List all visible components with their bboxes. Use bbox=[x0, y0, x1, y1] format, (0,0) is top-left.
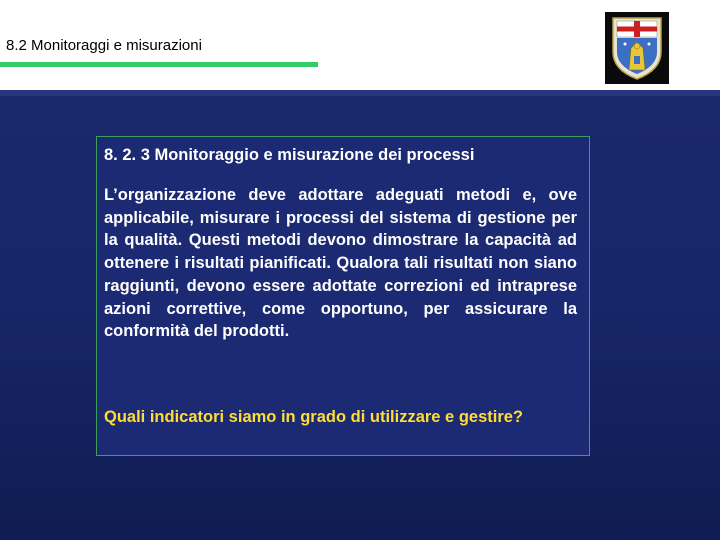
university-crest-icon bbox=[605, 12, 669, 84]
section-heading: 8. 2. 3 Monitoraggio e misurazione dei processi bbox=[104, 146, 475, 164]
title-underline bbox=[0, 62, 318, 67]
body-paragraph: L’organizzazione deve adottare adeguati metodi e, ove applicabile, misurare i processi del sistema di gestione per la qualità. Questi metodi devono dimostrare la capacità ad ottenere i risultati pianificati. Qualora tali risultati non siano raggiunti, devono essere adottate correzioni ed intraprese azioni correttive, come opportuno, per assicurare la conformità del prodotti. bbox=[104, 186, 577, 341]
question-paragraph: Quali indicatori siamo in grado di utilizzare e gestire? bbox=[104, 408, 524, 426]
slide-section-title: 8.2 Monitoraggi e misurazioni bbox=[6, 37, 202, 54]
header-divider bbox=[0, 90, 720, 96]
text-panel bbox=[96, 136, 590, 456]
header-bar bbox=[0, 0, 720, 90]
